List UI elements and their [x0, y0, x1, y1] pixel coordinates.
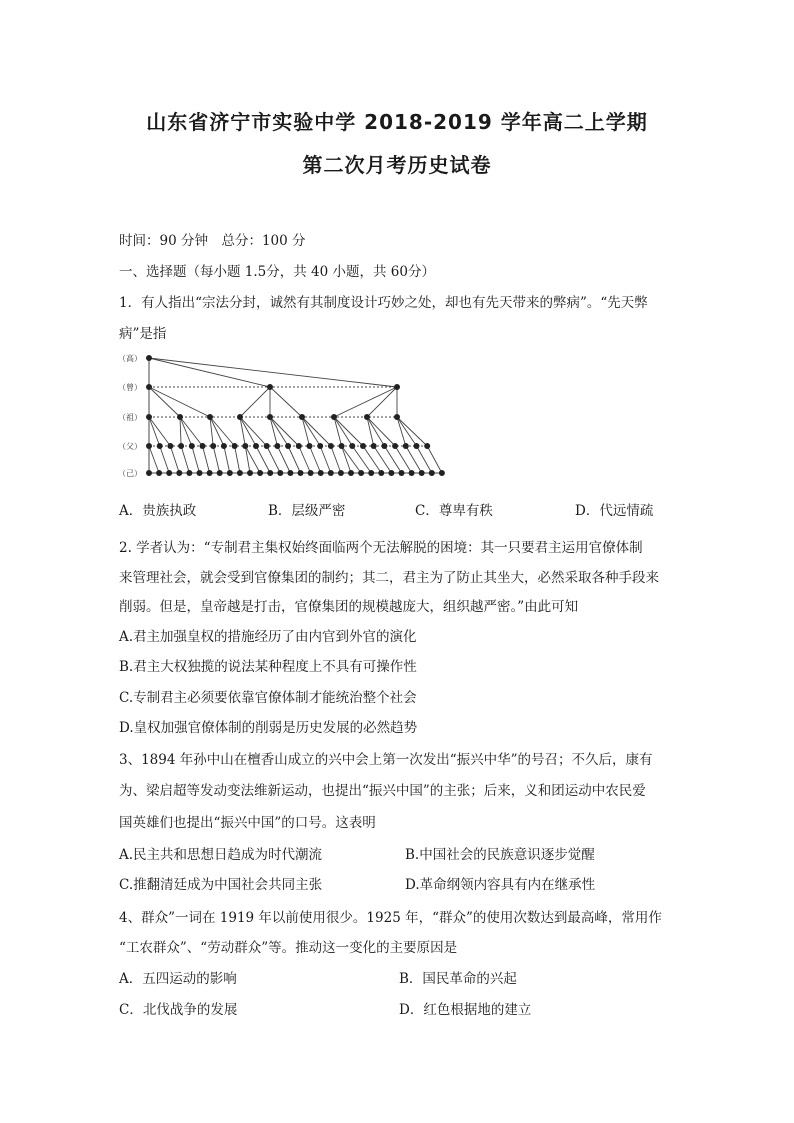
q3-stem-line2: 为、梁启超等发动变法维新运动，也提出“振兴中国”的主张；后来，义和团运动中农民爱	[119, 783, 646, 799]
tree-node	[318, 470, 324, 476]
tree-node	[394, 414, 400, 420]
tree-link	[334, 417, 352, 446]
tree-link	[170, 446, 179, 473]
tree-node	[267, 384, 273, 390]
label-gao: （高）	[118, 354, 142, 363]
tree-link	[384, 446, 401, 473]
exam-info: 时间：90 分钟 总分：100 分	[119, 233, 306, 249]
q4-stem-line1: 4、群众”一词在 1919 年以前使用很少。1925 年，“群众”的使用次数达到最高峰，常用作	[119, 910, 662, 926]
tree-node	[242, 443, 248, 449]
tree-node	[237, 470, 243, 476]
q4-stem-line2: “工农群众”、“劳动群众”等。推动这一变化的主要原因是	[119, 940, 458, 956]
tree-node	[368, 470, 374, 476]
tree-node	[298, 470, 304, 476]
tree-node	[399, 470, 405, 476]
tree-link	[277, 446, 290, 473]
tree-node	[267, 470, 273, 476]
tree-node	[200, 443, 206, 449]
tree-node	[146, 414, 152, 420]
tree-link	[180, 417, 181, 446]
tree-link	[395, 446, 412, 473]
tree-node	[409, 470, 415, 476]
label-zu: （祖）	[118, 413, 142, 422]
q2-option-c: C.专制君主必须要依靠官僚体制才能统治整个社会	[119, 690, 417, 706]
q2-option-b: B.君主大权独揽的说法某种程度上不具有可操作性	[119, 659, 417, 675]
tree-link	[149, 387, 210, 417]
label-fu: （父）	[118, 442, 142, 451]
tree-link	[224, 446, 230, 473]
label-zeng: （曾）	[118, 383, 142, 392]
tree-link	[270, 387, 302, 417]
tree-link	[149, 358, 270, 387]
q3-stem-line1: 3、1894 年孙中山在檀香山成立的兴中会上第一次发出“振兴中华”的号召；不久后，康有	[119, 752, 653, 768]
tree-link	[310, 446, 321, 473]
tree-link	[299, 446, 311, 473]
tree-node	[146, 355, 152, 361]
q3-option-a: A.民主共和思想日趋成为时代潮流	[119, 847, 323, 863]
label-ji: （己）	[118, 469, 142, 478]
q1-option-c: C．尊卑有秩	[415, 503, 493, 519]
tree-link	[181, 446, 189, 473]
q1-option-a: A．贵族执政	[119, 503, 197, 519]
tree-link	[302, 417, 320, 446]
tree-node	[331, 414, 337, 420]
tree-node	[210, 443, 216, 449]
tree-node	[378, 470, 384, 476]
tree-node	[419, 470, 425, 476]
q1-stem-line2: 病”是指	[119, 326, 167, 342]
q4-option-b: B．国民革命的兴起	[399, 971, 517, 987]
tree-node	[439, 470, 445, 476]
tree-node	[317, 443, 323, 449]
tree-link	[267, 446, 281, 473]
q3-option-c: C.推翻清廷成为中国社会共同主张	[119, 877, 323, 893]
q2-option-d: D.皇权加强官僚体制的削弱是历史发展的必然趋势	[119, 720, 418, 736]
tree-node	[189, 443, 195, 449]
tree-node	[221, 443, 227, 449]
q3-stem-line3: 国英雄们也提出“振兴中国”的口号。这表明	[119, 815, 376, 831]
tree-link	[160, 446, 170, 473]
tree-node	[371, 443, 377, 449]
tree-node	[287, 470, 293, 476]
tree-node	[364, 414, 370, 420]
tree-link	[320, 446, 331, 473]
tree-link	[288, 446, 300, 473]
lineage-diagram	[112, 348, 448, 478]
tree-node	[156, 470, 162, 476]
tree-node	[348, 470, 354, 476]
tree-link	[180, 417, 203, 446]
tree-link	[367, 387, 397, 417]
tree-node	[257, 470, 263, 476]
tree-node	[328, 470, 334, 476]
tree-link	[240, 387, 270, 417]
tree-link	[406, 446, 422, 473]
tree-node	[178, 443, 184, 449]
tree-node	[394, 384, 400, 390]
tree-node	[146, 384, 152, 390]
tree-node	[308, 470, 314, 476]
tree-link	[367, 417, 384, 446]
section-heading: 一、选择题（每小题 1.5分，共 40 小题，共 60分）	[119, 264, 435, 280]
q1-option-d: D．代远情疏	[575, 503, 654, 519]
tree-link	[270, 417, 288, 446]
tree-node	[253, 443, 259, 449]
q2-stem-line2: 来管理社会，就会受到官僚集团的制约；其二，君主为了防止其坐大，必然采取各种手段来	[119, 570, 659, 586]
tree-node	[274, 443, 280, 449]
tree-link	[192, 446, 200, 473]
tree-node	[307, 443, 313, 449]
tree-node	[381, 443, 387, 449]
tree-link	[334, 417, 363, 446]
tree-node	[207, 470, 213, 476]
q1-option-b: B．层级严密	[268, 503, 346, 519]
tree-link	[149, 358, 397, 387]
tree-link	[235, 446, 240, 473]
tree-node	[167, 443, 173, 449]
q4-option-a: A．五四运动的影响	[119, 971, 237, 987]
tree-node	[217, 470, 223, 476]
tree-node	[177, 414, 183, 420]
tree-node	[176, 470, 182, 476]
tree-node	[267, 414, 273, 420]
tree-node	[429, 470, 435, 476]
tree-node	[360, 443, 366, 449]
tree-node	[146, 470, 152, 476]
tree-node	[197, 470, 203, 476]
tree-node	[157, 443, 163, 449]
tree-node	[414, 443, 420, 449]
tree-node	[227, 470, 233, 476]
tree-link	[397, 417, 417, 446]
tree-node	[403, 443, 409, 449]
q2-stem-line3: 削弱。但是，皇帝越是打击，官僚集团的规模越庞大，组织越严密。”由此可知	[119, 599, 579, 615]
tree-link	[270, 417, 299, 446]
tree-link	[352, 446, 371, 473]
tree-link	[331, 446, 341, 473]
tree-node	[392, 443, 398, 449]
tree-node	[146, 443, 152, 449]
tree-node	[277, 470, 283, 476]
tree-link	[149, 417, 160, 446]
q1-stem-line1: 1．有人指出“宗法分封，诚然有其制度设计巧妙之处，却也有先天带来的弊病”。“先天弊	[119, 295, 648, 311]
tree-link	[334, 387, 397, 417]
tree-node	[358, 470, 364, 476]
tree-node	[339, 443, 345, 449]
tree-link	[149, 417, 170, 446]
tree-link	[180, 417, 192, 446]
tree-link	[374, 446, 392, 473]
tree-link	[149, 387, 180, 417]
tree-link	[363, 446, 381, 473]
q4-option-d: D．红色根据地的建立	[399, 1002, 532, 1018]
tree-link	[367, 417, 395, 446]
tree-node	[388, 470, 394, 476]
tree-link	[203, 446, 210, 473]
tree-node	[247, 470, 253, 476]
q4-option-c: C．北伐战争的发展	[119, 1002, 238, 1018]
tree-node	[296, 443, 302, 449]
tree-link	[302, 417, 331, 446]
q2-option-a: A.君主加强皇权的措施经历了由内官到外官的演化	[119, 629, 417, 645]
q3-option-d: D.革命纲领内容具有内在继承性	[405, 877, 596, 893]
tree-node	[207, 414, 213, 420]
doc-title-line2: 第二次月考历史试卷	[302, 153, 492, 177]
tree-node	[328, 443, 334, 449]
tree-link	[342, 446, 351, 473]
tree-node	[299, 414, 305, 420]
q3-option-b: B.中国社会的民族意识逐步觉醒	[405, 847, 595, 863]
doc-title-line1: 山东省济宁市实验中学 2018-2019 学年高二上学期	[146, 110, 648, 134]
tree-node	[285, 443, 291, 449]
tree-node	[237, 414, 243, 420]
q2-stem-line1: 2. 学者认为：“专制君主集权始终面临两个无法解脱的困境：其一只要君主运用官僚体制	[119, 540, 643, 556]
tree-link	[213, 446, 220, 473]
tree-node	[186, 470, 192, 476]
tree-node	[232, 443, 238, 449]
tree-link	[149, 446, 159, 473]
tree-node	[349, 443, 355, 449]
tree-link	[367, 417, 374, 446]
tree-node	[338, 470, 344, 476]
tree-node	[166, 470, 172, 476]
tree-node	[424, 443, 430, 449]
tree-node	[264, 443, 270, 449]
tree-link	[342, 446, 362, 473]
